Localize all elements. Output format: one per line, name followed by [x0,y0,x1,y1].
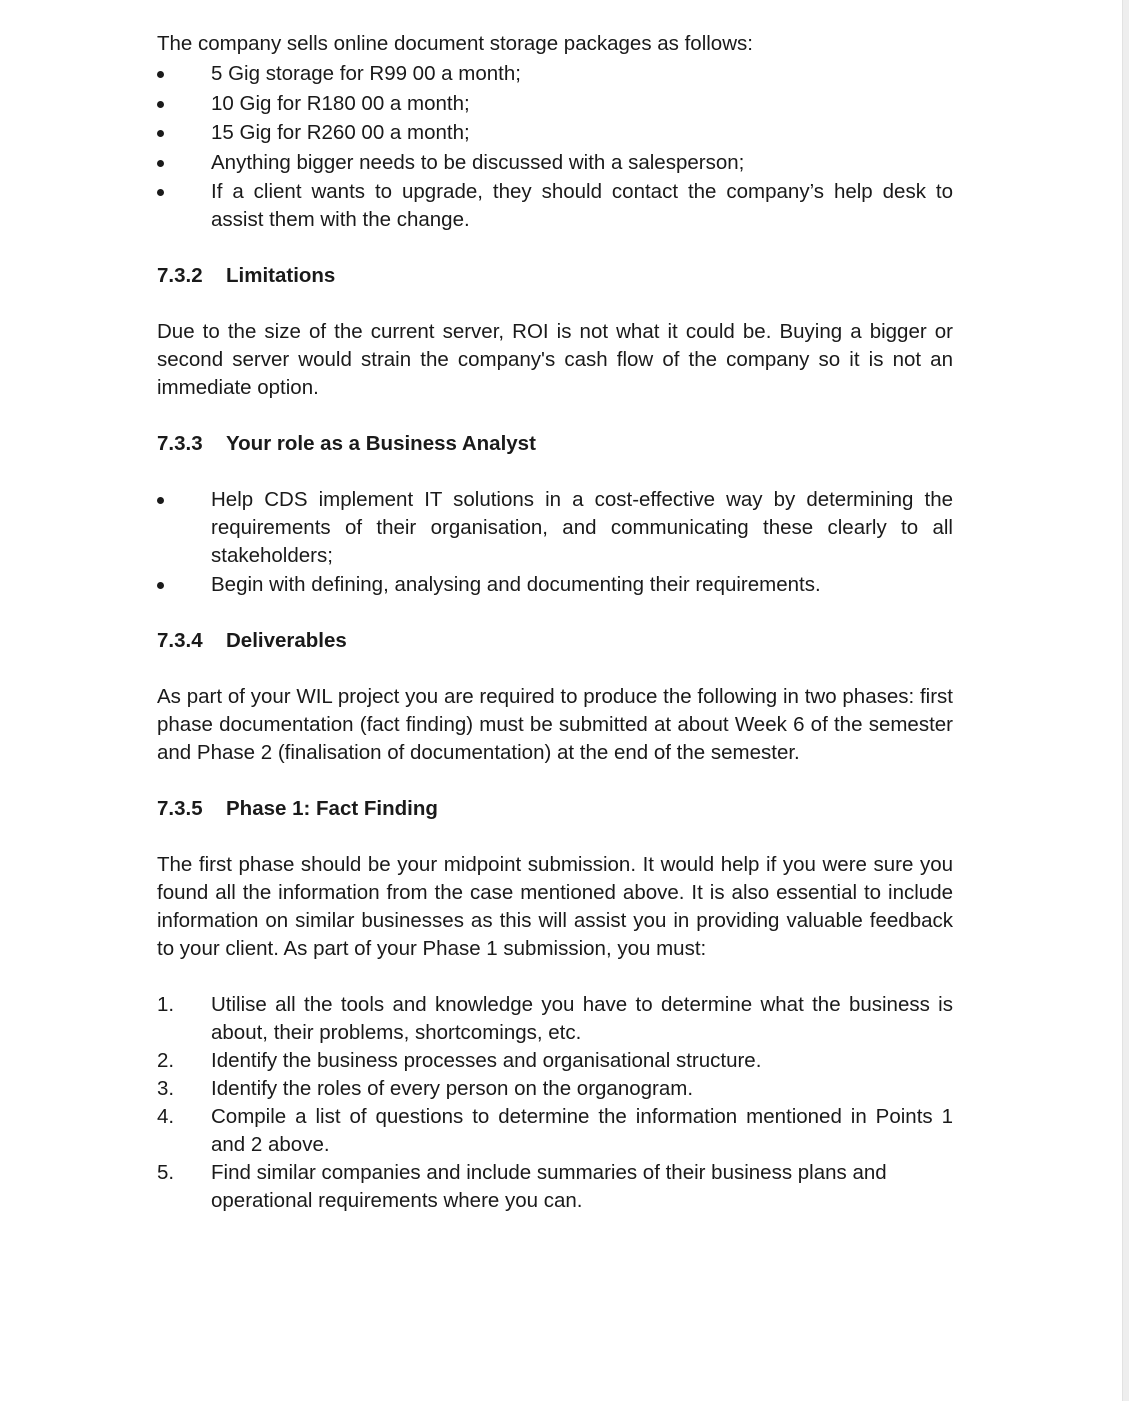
list-item: 2. Identify the business processes and organisational structure. [157,1047,953,1075]
phase1-requirements-list [157,991,953,1215]
list-item: 3. Identify the roles of every person on the organogram. [157,1075,953,1103]
storage-packages-list [157,60,953,234]
list-item: 5 Gig storage for R99 00 a month; [211,62,521,85]
phase1-text: The first phase should be your midpoint submission. It would help if you were sure you found all the information from the case mentioned above. It is also essential to include information on similar businesses as this will assist you in providing valuable feedback to your client. As part of your Phase 1 submission, you must: [157,853,953,960]
section-heading-limitations: 7.3.2 Limitations [157,264,336,287]
list-item: Help CDS implement IT solutions in a cost-effective way by determining the requirements of their organisation, and communicating these clearly to all stakeholders; [211,488,953,567]
list-item: 4. Compile a list of questions to determine the information mentioned in Points 1 and 2 above. [157,1105,953,1156]
section-heading-deliverables: 7.3.4 Deliverables [157,629,347,652]
document-page [157,30,953,1215]
list-item: 1. Utilise all the tools and knowledge you have to determine what the business is about, their problems, shortcomings, etc. [157,993,953,1044]
page-edge [1122,0,1129,1401]
section-heading-role: 7.3.3 Your role as a Business Analyst [157,432,536,455]
list-item: If a client wants to upgrade, they should contact the company’s help desk to assist them with the change. [211,180,953,231]
role-list [157,486,953,599]
deliverables-text: As part of your WIL project you are required to produce the following in two phases: first phase documentation (fact finding) must be submitted at about Week 6 of the semester and Phase 2 (finalisation of documentation) at the end of the semester. [157,685,953,764]
list-item: 5. Find similar companies and include summaries of their business plans and operational requirements where you can. [157,1161,887,1212]
list-item: 15 Gig for R260 00 a month; [211,121,470,144]
limitations-text: Due to the size of the current server, ROI is not what it could be. Buying a bigger or second server would strain the company's cash flow of the company so it is not an immediate option. [157,320,953,399]
list-number: 3. [157,1077,175,1100]
list-number: 1. [157,993,175,1016]
list-number: 2. [157,1049,175,1072]
list-item: Begin with defining, analysing and documenting their requirements. [211,573,821,596]
intro-text: The company sells online document storage packages as follows: [157,32,753,55]
list-item: 10 Gig for R180 00 a month; [211,91,470,115]
section-heading-phase1: 7.3.5 Phase 1: Fact Finding [157,797,438,820]
list-number: 5. [157,1161,175,1184]
list-item: Anything bigger needs to be discussed with a salesperson; [211,150,745,174]
list-number: 4. [157,1105,175,1128]
